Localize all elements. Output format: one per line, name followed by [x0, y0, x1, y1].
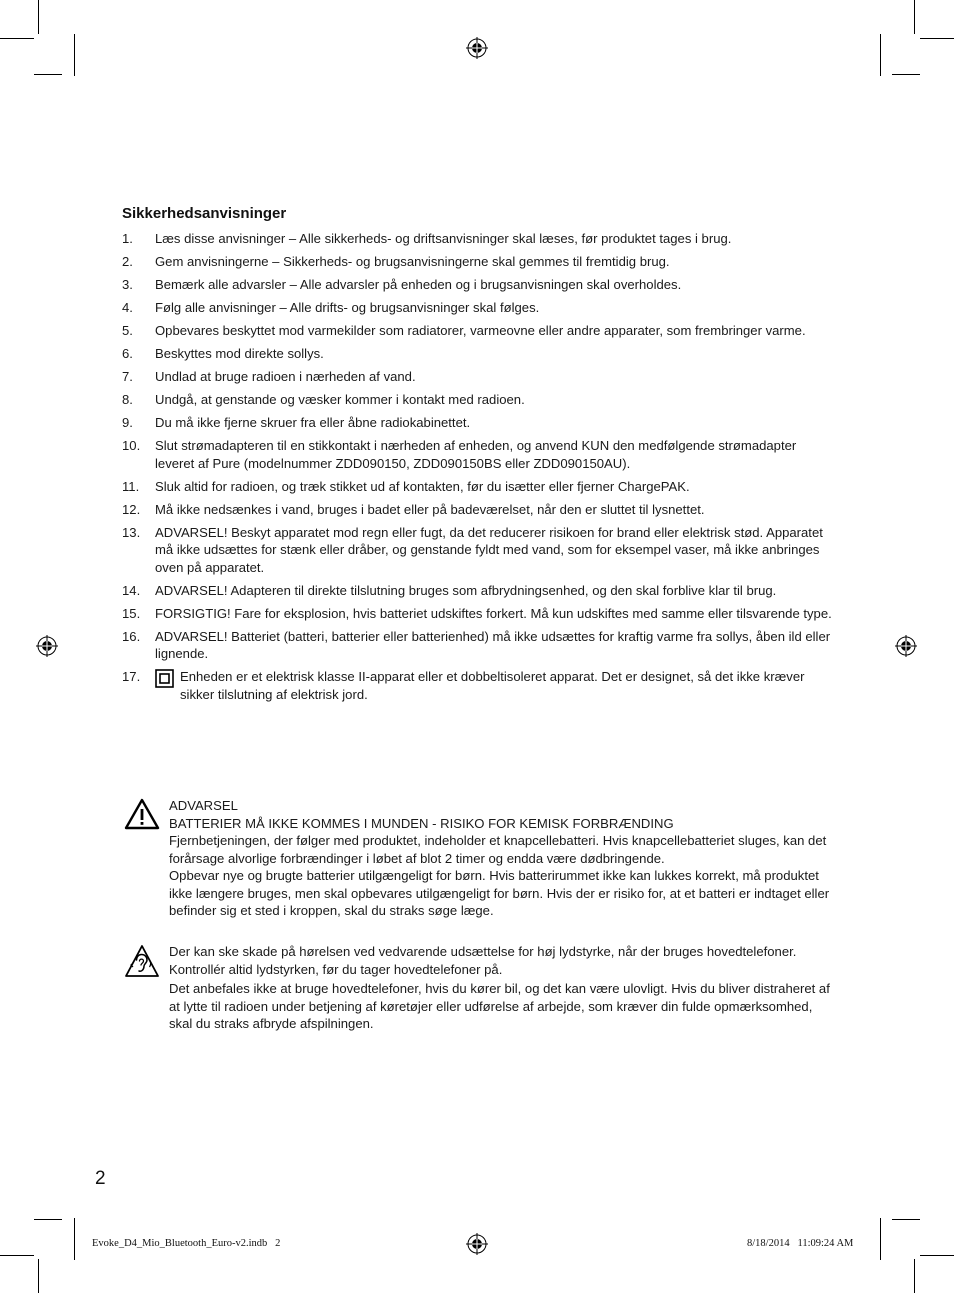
- class-ii-double-insulation-icon: [155, 669, 174, 688]
- list-item: [122, 230, 837, 248]
- item-text: Beskyttes mod direkte sollys.: [155, 346, 324, 361]
- crop-mark: [914, 0, 915, 34]
- item-number: 11.: [122, 478, 140, 494]
- battery-warning-text: [169, 797, 839, 920]
- item-text: Enheden er et elektrisk klasse II-apparat eller et dobbeltisoleret apparat. Det er designet, så det ikke kræver sikker tilslutning af elektrisk jord.: [180, 669, 805, 702]
- item-text: ADVARSEL! Batteriet (batteri, batterier eller batterienhed) må ikke udsættes for kraftig varme fra sollys, åben ild eller lignende.: [155, 628, 831, 661]
- item-text: Læs disse anvisninger – Alle sikkerheds- og driftsanvisninger skal læses, før produktet tages i brug.: [155, 231, 732, 246]
- item-number: 5.: [122, 323, 133, 338]
- list-item: [122, 322, 837, 340]
- list-item: [122, 605, 837, 623]
- list-item: [122, 437, 837, 472]
- item-number: 16.: [122, 628, 141, 644]
- list-item: [122, 253, 837, 271]
- item-text: ADVARSEL! Adapteren til direkte tilslutning bruges som afbrydningsenhed, og den skal forblive klar til brug.: [155, 582, 777, 598]
- list-item: [122, 501, 837, 519]
- item-text: ADVARSEL! Beskyt apparatet mod regn eller fugt, da det reducerer risikoen for brand eller elektrisk stød. Apparatet må ikke udsættes for stænk eller dråber, og genstande fyldt med vand, som for eksempel vaser, må ikke anbringes oven på apparatet.: [155, 524, 823, 575]
- warning-label: ADVARSEL: [169, 798, 238, 813]
- crop-mark: [892, 1219, 920, 1220]
- registration-mark-icon: [466, 37, 488, 59]
- item-number: 14.: [122, 582, 141, 598]
- list-item: [122, 524, 837, 577]
- warning-triangle-icon: [124, 798, 160, 830]
- item-number: 10.: [122, 438, 141, 453]
- registration-mark-icon: [895, 635, 917, 657]
- item-number: 4.: [122, 300, 133, 315]
- item-number: 17.: [122, 669, 141, 684]
- warning-paragraph: Opbevar nye og brugte batterier utilgængeligt for børn. Hvis batterirummet ikke kan lukkes korrekt, må produktet ikke længere bruges, men skal opbevares utilgængeligt for børn. Hvis der er risiko for, at et batteri er indtaget eller befinder sig et sted i kroppen, skal du straks søge læge.: [169, 868, 830, 918]
- warning-paragraph: Fjernbetjeningen, der følger med produktet, indeholder et knapcellebatteri. Hvis knapcellebatteriet sluges, kan det forårsage alvorlige forbrændinger i løbet af blot 2 timer og endda være dødbringende.: [169, 833, 827, 866]
- footer-file-info: Evoke_D4_Mio_Bluetooth_Euro-v2.indb 2: [92, 1238, 281, 1249]
- item-text: Sluk altid for radioen, og træk stikket ud af kontakten, før du isætter eller fjerner ChargePAK.: [155, 478, 690, 494]
- section-heading: Sikkerhedsanvisninger: [122, 205, 287, 222]
- hearing-warning-text: [169, 943, 839, 1033]
- list-item: [122, 368, 837, 386]
- warning-headline: BATTERIER MÅ IKKE KOMMES I MUNDEN - RISIKO FOR KEMISK FORBRÆNDING: [169, 815, 674, 831]
- list-item: [122, 414, 837, 432]
- item-text: Må ikke nedsænkes i vand, bruges i badet eller på badeværelset, når den er sluttet til lysnettet.: [155, 501, 705, 517]
- crop-mark: [880, 34, 881, 76]
- item-number: 15.: [122, 605, 141, 621]
- crop-mark: [38, 1259, 39, 1293]
- crop-mark: [34, 74, 62, 75]
- list-item: [122, 582, 837, 600]
- crop-mark: [0, 38, 34, 39]
- item-number: 7.: [122, 369, 133, 384]
- crop-mark: [38, 0, 39, 34]
- crop-mark: [914, 1259, 915, 1293]
- crop-mark: [0, 1255, 34, 1256]
- hearing-damage-icon: [124, 944, 160, 980]
- crop-mark: [74, 34, 75, 76]
- item-text: FORSIGTIG! Fare for eksplosion, hvis batteriet udskiftes forkert. Må kun udskiftes med samme eller tilsvarende type.: [155, 605, 832, 621]
- item-text: Undgå, at genstande og væsker kommer i kontakt med radioen.: [155, 392, 525, 407]
- crop-mark: [892, 74, 920, 75]
- page-number: 2: [95, 1168, 106, 1189]
- list-item: [122, 276, 837, 294]
- item-text: Du må ikke fjerne skruer fra eller åbne radiokabinettet.: [155, 415, 471, 430]
- item-text: Slut strømadapteren til en stikkontakt i nærheden af enheden, og anvend KUN den medfølgende strømadapter leveret af Pure (modelnummer ZDD090150, ZDD090150BS eller ZDD090150AU).: [155, 438, 797, 471]
- item-number: 2.: [122, 254, 133, 269]
- crop-mark: [920, 1255, 954, 1256]
- item-number: 13.: [122, 524, 141, 540]
- item-text: Følg alle anvisninger – Alle drifts- og brugsanvisninger skal følges.: [155, 300, 540, 315]
- item-number: 9.: [122, 415, 133, 430]
- warning-paragraph: Der kan ske skade på hørelsen ved vedvarende udsættelse for høj lydstyrke, når der bruges hovedtelefoner. Kontrollér altid lydstyrken, før du tager hovedtelefoner på.: [169, 944, 797, 977]
- item-number: 3.: [122, 277, 133, 292]
- item-text-with-icon: [155, 668, 837, 703]
- crop-mark: [920, 38, 954, 39]
- warning-paragraph: Det anbefales ikke at bruge hovedtelefoner, hvis du kører bil, og det kan være ulovligt. Hvis du bliver distraheret af at lytte til radioen under betjening af køretøjer eller udførelse af arbejde, som kræver din fulde opmærksomhed, skal du straks afbryde afspilningen.: [169, 981, 830, 1031]
- list-item: [122, 391, 837, 409]
- item-text: Gem anvisningerne – Sikkerheds- og brugsanvisningerne skal gemmes til fremtidig brug.: [155, 254, 670, 269]
- crop-mark: [74, 1218, 75, 1260]
- crop-mark: [34, 1219, 62, 1220]
- list-item: [122, 345, 837, 363]
- registration-mark-icon: [466, 1233, 488, 1255]
- list-item: [122, 299, 837, 317]
- item-number: 8.: [122, 392, 133, 407]
- registration-mark-icon: [36, 635, 58, 657]
- list-item: [122, 478, 837, 496]
- list-item: [122, 628, 837, 663]
- item-text: Undlad at bruge radioen i nærheden af vand.: [155, 369, 416, 384]
- list-item: [122, 668, 837, 703]
- item-text: Opbevares beskyttet mod varmekilder som radiatorer, varmeovne eller andre apparater, som frembringer varme.: [155, 323, 806, 338]
- item-number: 6.: [122, 346, 133, 361]
- footer-timestamp: 8/18/2014 11:09:24 AM: [747, 1238, 854, 1249]
- item-number: 12.: [122, 501, 141, 517]
- item-text: Bemærk alle advarsler – Alle advarsler på enheden og i brugsanvisningen skal overholdes.: [155, 277, 682, 292]
- crop-mark: [880, 1218, 881, 1260]
- safety-instructions-list: [122, 230, 837, 709]
- item-number: 1.: [122, 231, 133, 246]
